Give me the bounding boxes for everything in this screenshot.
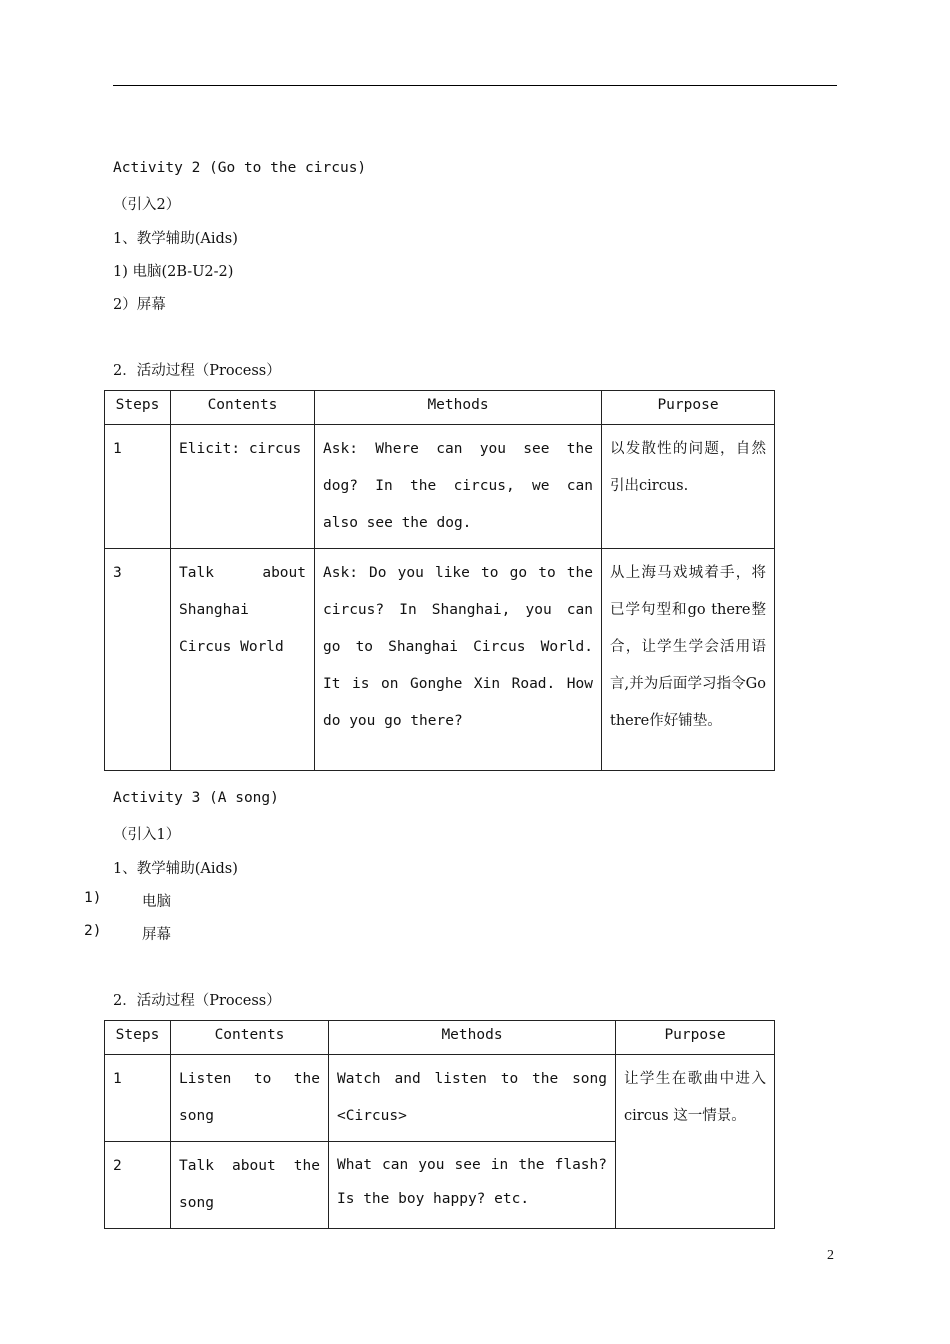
activity3-title: Activity 3 (A song) [113,790,279,806]
methods-cell: Ask: Do you like to go to the circus? In Shanghai, you can go to Shanghai Circus World. It is on Gonghe Xin Road. How do you go there? [315,549,602,771]
activity3-aid-number: 2) [84,923,102,939]
header-steps: Steps [105,391,171,425]
step-cell: 2 [105,1142,171,1229]
activity2-intro: （引入2） [113,197,181,213]
step-cell: 1 [105,425,171,549]
contents-cell: Talk about the song [171,1142,329,1229]
table-row [105,1055,775,1142]
step-cell: 3 [105,549,171,771]
methods-cell: Watch and listen to the song <Circus> [329,1055,616,1142]
activity2-process-table [104,390,775,771]
activity2-title: Activity 2 (Go to the circus) [113,160,367,176]
purpose-cell: 让学生在歌曲中进入 circus 这一情景。 [616,1055,775,1229]
header-contents: Contents [171,391,315,425]
header-methods: Methods [315,391,602,425]
activity2-process-heading: 2．活动过程（Process） [113,363,281,379]
methods-cell: What can you see in the flash? Is the boy happy? etc. [329,1142,616,1229]
table-header-row [105,1021,775,1055]
activity3-aid-item: 屏幕 [142,927,171,943]
header-rule [113,85,837,86]
purpose-cell: 以发散性的问题，自然引出circus. [602,425,775,549]
purpose-cell: 从上海马戏城着手，将已学句型和go there整合，让学生学会活用语言,并为后面学习指令Go there作好铺垫。 [602,549,775,771]
header-methods: Methods [329,1021,616,1055]
contents-cell: Elicit: circus [171,425,315,549]
activity2-aid-item: 2）屏幕 [113,297,166,313]
methods-cell: Ask: Where can you see the dog? In the circus, we can also see the dog. [315,425,602,549]
header-purpose: Purpose [616,1021,775,1055]
header-purpose: Purpose [602,391,775,425]
step-cell: 1 [105,1055,171,1142]
page-number: 2 [827,1248,834,1263]
table-row [105,425,775,549]
activity3-intro: （引入1） [113,827,181,843]
activity2-aid-item: 1) 电脑(2B-U2-2) [113,264,234,280]
header-steps: Steps [105,1021,171,1055]
table-row [105,549,775,771]
activity3-process-table [104,1020,775,1229]
contents-cell: Listen to the song [171,1055,329,1142]
activity3-aid-number: 1) [84,890,102,906]
activity3-process-heading: 2．活动过程（Process） [113,993,281,1009]
table-header-row [105,391,775,425]
activity3-aids-heading: 1、教学辅助(Aids) [113,861,238,877]
activity3-aid-item: 电脑 [142,894,171,910]
contents-cell: Talk about Shanghai Circus World [171,549,315,771]
header-contents: Contents [171,1021,329,1055]
activity2-aids-heading: 1、教学辅助(Aids) [113,231,238,247]
